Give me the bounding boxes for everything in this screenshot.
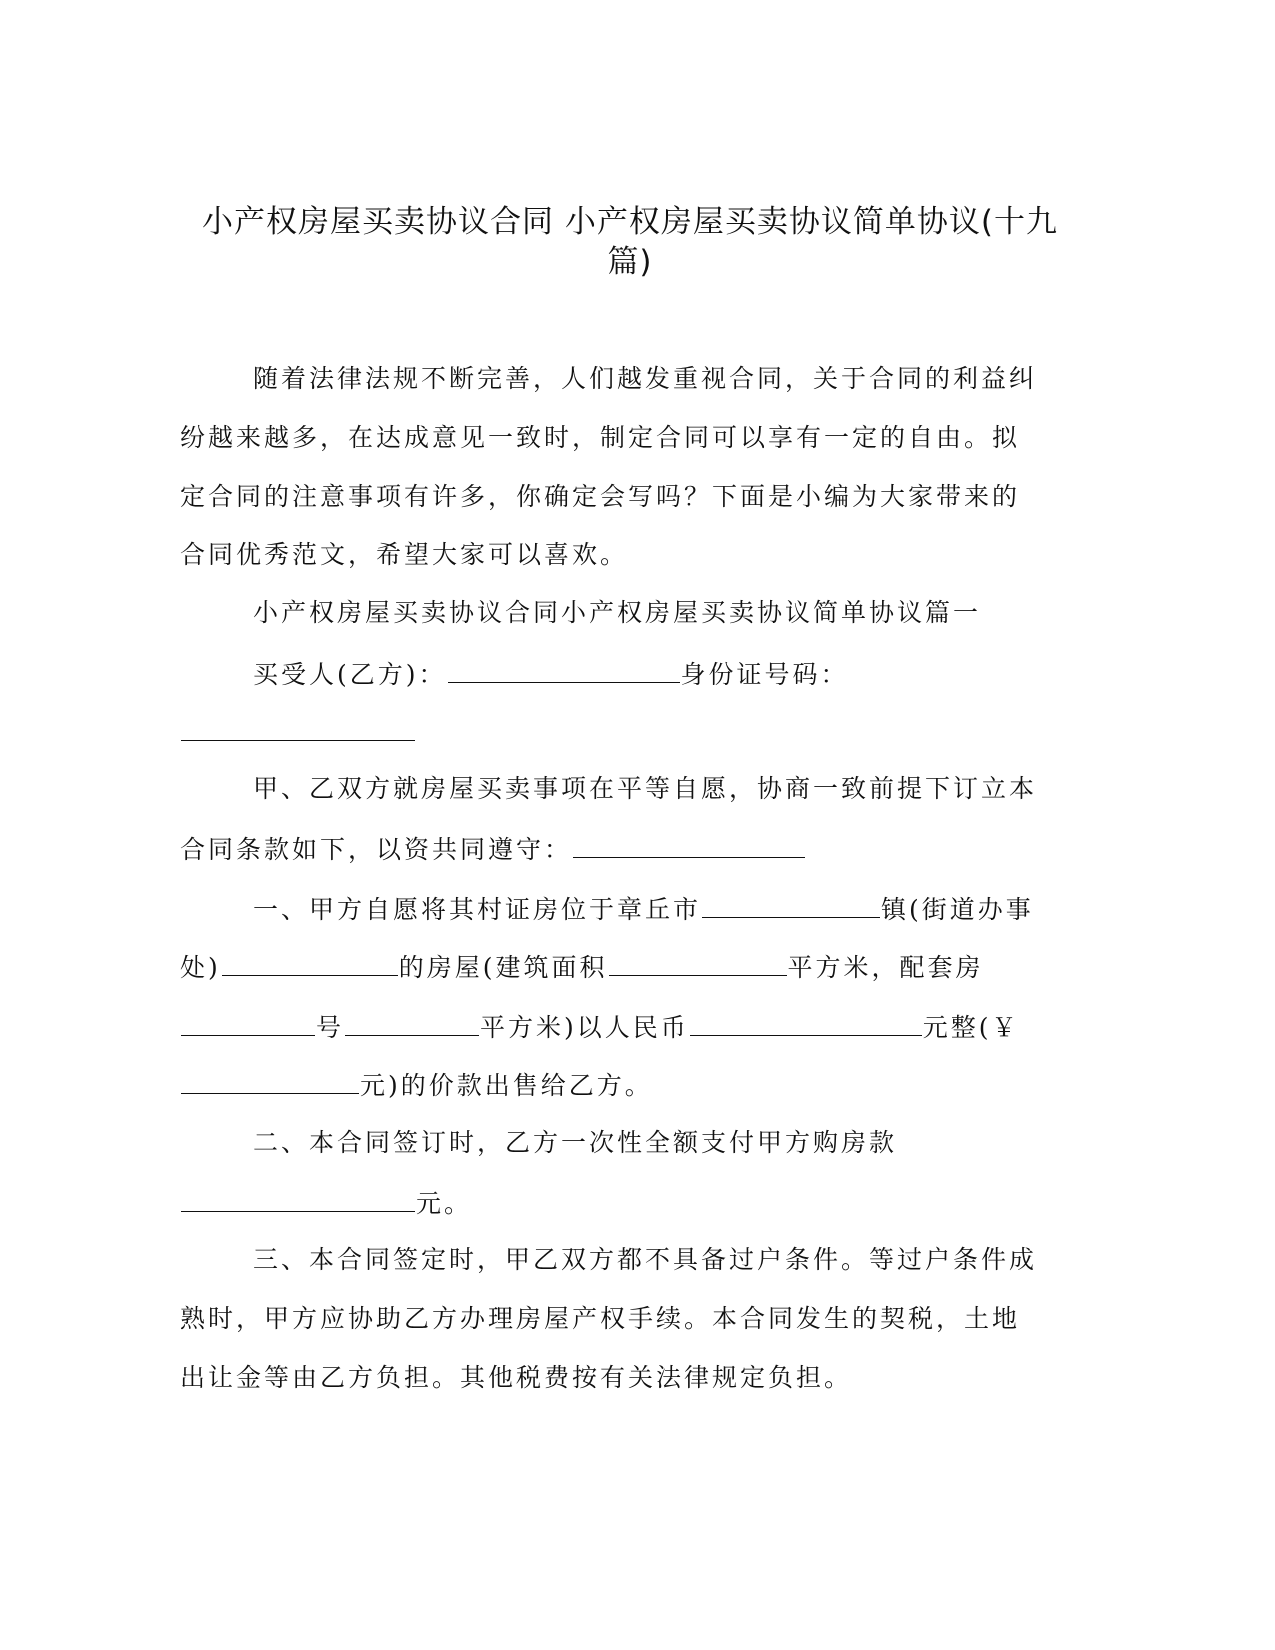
clause2-line-2 (180, 1185, 472, 1221)
preamble-blank (573, 831, 805, 858)
annex-blank (181, 1009, 315, 1036)
clause3-line-1: 三、本合同签定时，甲乙双方都不具备过户条件。等过户条件成 (253, 1245, 1038, 1274)
clause1-text-b: 镇(街道办事 (881, 895, 1034, 924)
preamble-line-1: 甲、乙双方就房屋买卖事项在平等自愿，协商一致前提下订立本 (253, 774, 1038, 803)
clause1-text-d: 的房屋(建筑面积 (398, 953, 608, 982)
clause1-text-g: 平方米)以人民币 (480, 1013, 689, 1042)
clause3-line-3: 出让金等由乙方负担。其他税费按有关法律规定负担。 (180, 1363, 853, 1392)
price-number-blank (181, 1067, 359, 1094)
area-blank (609, 949, 787, 976)
intro-line-3: 定合同的注意事项有许多，你确定会写吗？下面是小编为大家带来的 (180, 482, 1021, 511)
preamble-text: 合同条款如下，以资共同遵守： (180, 835, 573, 864)
annex-area-blank (345, 1009, 479, 1036)
id-number-blank (181, 714, 415, 741)
clause3-line-2: 熟时，甲方应协助乙方办理房屋产权手续。本合同发生的契税，土地 (180, 1304, 1021, 1333)
clause1-text-h: 元整(￥ (922, 1013, 1020, 1042)
clause1-text-i: 元)的价款出售给乙方。 (360, 1071, 653, 1100)
clause1-text-f: 号 (316, 1013, 345, 1042)
id-number-line (180, 714, 416, 750)
intro-line-2: 纷越来越多，在达成意见一致时，制定合同可以享有一定的自由。拟 (180, 423, 1021, 452)
buyer-line (253, 656, 849, 692)
clause1-text-a: 一、甲方自愿将其村证房位于章丘市 (253, 895, 702, 924)
clause1-line-3 (180, 1009, 1020, 1045)
clause2-text: 元。 (416, 1189, 473, 1218)
intro-line-4: 合同优秀范文，希望大家可以喜欢。 (180, 540, 629, 569)
clause1-line-4 (180, 1067, 653, 1103)
buyer-name-blank (448, 656, 680, 683)
document-title-line2: 篇) (607, 244, 653, 280)
price-words-blank (690, 1009, 922, 1036)
preamble-line-2 (180, 831, 806, 867)
buyer-label: 买受人(乙方)： (253, 660, 447, 689)
clause1-text-c: 处) (180, 953, 221, 982)
document-title-line1: 小产权房屋买卖协议合同 小产权房屋买卖协议简单协议(十九 (202, 204, 1058, 240)
clause1-line-2 (180, 949, 984, 985)
office-blank (222, 949, 398, 976)
clause1-text-e: 平方米，配套房 (787, 953, 984, 982)
town-blank (702, 891, 880, 918)
clause1-line-1 (253, 891, 1034, 927)
payment-blank (181, 1185, 415, 1212)
section-heading: 小产权房屋买卖协议合同小产权房屋买卖协议简单协议篇一 (253, 598, 982, 627)
id-number-label: 身份证号码： (680, 660, 849, 689)
intro-line-1: 随着法律法规不断完善，人们越发重视合同，关于合同的利益纠 (253, 364, 1038, 393)
clause2-line-1: 二、本合同签订时，乙方一次性全额支付甲方购房款 (253, 1128, 898, 1157)
